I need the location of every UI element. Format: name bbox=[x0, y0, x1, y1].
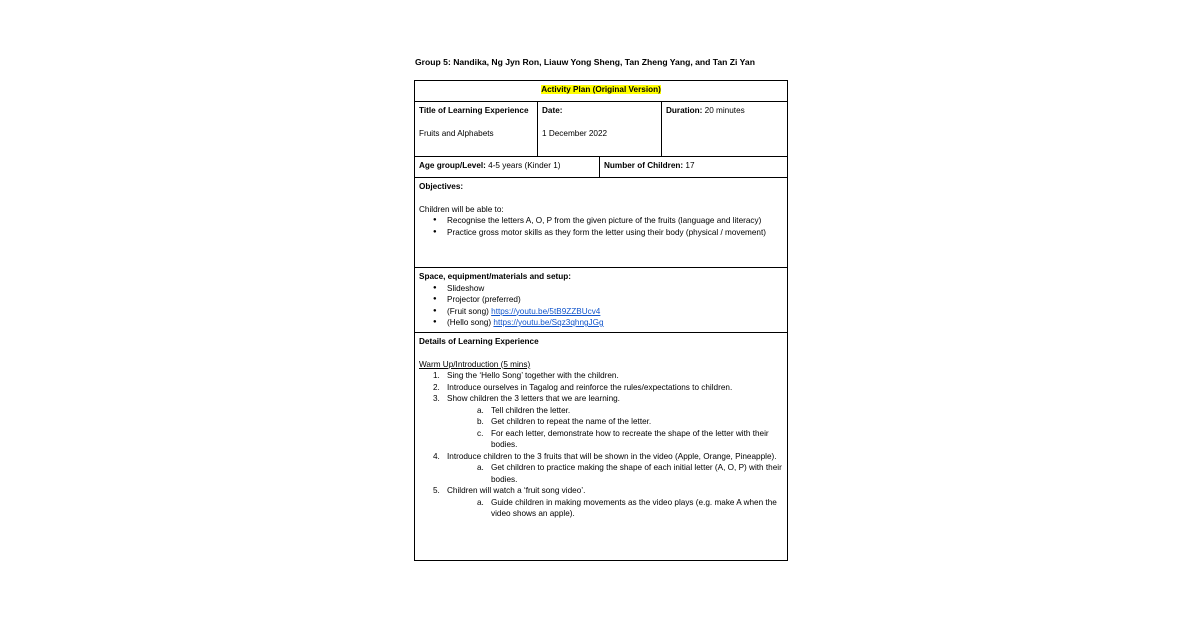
space-equipment-cell bbox=[415, 268, 788, 333]
warmup-label: Warm Up/Introduction (5 mins) bbox=[419, 359, 531, 369]
duration-label: Duration: bbox=[666, 106, 703, 115]
substep-item: a. Guide children in making movements as the video plays (e.g. make A when the video shows an apple). bbox=[477, 497, 777, 518]
age-value: 4-5 years (Kinder 1) bbox=[485, 161, 561, 170]
title-label: Title of Learning Experience bbox=[419, 106, 529, 115]
objective-item: ● Recognise the letters A, O, P from the given picture of the fruits (language and literacy) bbox=[433, 215, 783, 227]
equipment-item: ● Projector (preferred) bbox=[433, 294, 783, 306]
age-cell bbox=[415, 157, 600, 178]
step-item: 2. Introduce ourselves in Tagalog and reinforce the rules/expectations to children. bbox=[433, 382, 733, 392]
objectives-intro: Children will be able to: bbox=[419, 204, 504, 214]
equipment-item: ● (Hello song) https://youtu.be/Sqz3qhngJGg bbox=[433, 317, 783, 329]
step-item: 5. Children will watch a ‘fruit song video’. a. Guide children in making movements as the video plays (e.g. make A when the video shows an apple). bbox=[433, 485, 783, 520]
duration-cell bbox=[662, 102, 788, 157]
date-value: 1 December 2022 bbox=[542, 128, 608, 138]
objectives-list bbox=[419, 215, 783, 238]
space-label: Space, equipment/materials and setup: bbox=[419, 272, 571, 281]
substeps-list bbox=[447, 497, 783, 520]
hello-song-link[interactable]: https://youtu.be/Sqz3qhngJGg bbox=[493, 318, 604, 327]
steps-list bbox=[419, 370, 783, 520]
objectives-label: Objectives: bbox=[419, 182, 464, 191]
duration-value: 20 minutes bbox=[702, 106, 745, 115]
age-label: Age group/Level: bbox=[419, 161, 486, 170]
objective-item: ● Practice gross motor skills as they form the letter using their body (physical / movement) bbox=[433, 227, 783, 239]
equipment-item: ● Slideshow bbox=[433, 283, 783, 295]
children-label: Number of Children: bbox=[604, 161, 684, 170]
date-label: Date: bbox=[542, 106, 563, 115]
fruit-song-link[interactable]: https://youtu.be/5tB9ZZBUcv4 bbox=[491, 306, 601, 316]
substeps-list bbox=[447, 462, 783, 485]
step-item: 1. Sing the ‘Hello Song’ together with the children. bbox=[433, 371, 619, 380]
date-cell bbox=[538, 102, 662, 157]
title-value: Fruits and Alphabets bbox=[419, 128, 494, 138]
children-value: 17 bbox=[683, 161, 695, 170]
equipment-item: ● (Fruit song) https://youtu.be/5tB9ZZBUcv4 bbox=[433, 306, 783, 318]
objectives-cell bbox=[415, 178, 788, 268]
substep-item: a. Tell children the letter. bbox=[477, 405, 571, 415]
substeps-list bbox=[447, 405, 783, 451]
activity-plan-table bbox=[414, 80, 788, 561]
substep-item: b. Get children to repeat the name of the letter. bbox=[477, 417, 652, 426]
details-cell bbox=[415, 333, 788, 561]
plan-title-banner: Activity Plan (Original Version) bbox=[541, 85, 661, 94]
group-members-line: Group 5: Nandika, Ng Jyn Ron, Liauw Yong Sheng, Tan Zheng Yang, and Tan Zi Yan bbox=[415, 57, 755, 67]
details-label: Details of Learning Experience bbox=[419, 337, 539, 346]
title-cell bbox=[415, 102, 538, 157]
step-item: 4. Introduce children to the 3 fruits that will be shown in the video (Apple, Orange, Pineapple). a. Get children to practice making the shape of each initial letter (A, O, P) with their bodies. bbox=[433, 451, 782, 484]
equipment-list bbox=[419, 283, 783, 329]
substep-item: c. For each letter, demonstrate how to recreate the shape of the letter with their bodies. bbox=[477, 428, 769, 449]
children-count-cell bbox=[600, 157, 788, 178]
plan-title-cell bbox=[415, 81, 788, 102]
substep-item: a. Get children to practice making the shape of each initial letter (A, O, P) with their bodies. bbox=[477, 463, 782, 484]
step-item: 3. Show children the 3 letters that we are learning. a. Tell children the letter. b. Get children to repeat the name of the letter. c. For each letter, demonstrate how to recreate the shape of the letter with their bodies. bbox=[433, 393, 783, 451]
